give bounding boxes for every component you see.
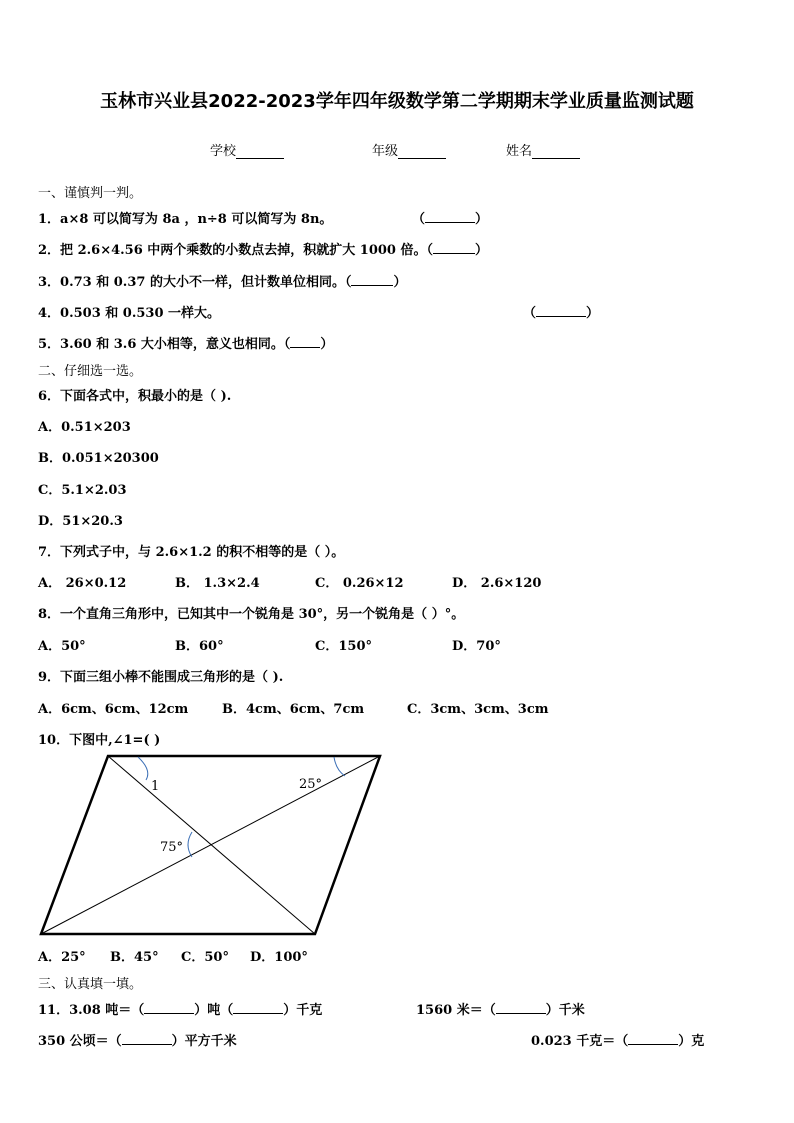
grade-label: 年级 (372, 144, 399, 159)
question-8-option-a[interactable]: A．50° (38, 639, 86, 654)
q11d-text: 0.023 千克＝（ (531, 1034, 629, 1049)
paren-left: （ (523, 306, 537, 321)
q11a-text-3: ）千克 (283, 1003, 323, 1018)
paren-right: ） (586, 306, 600, 321)
question-6-option-a[interactable]: A．0.51×203 (38, 420, 131, 435)
paren-right: ） (320, 337, 334, 352)
question-10-option-d[interactable]: D．100° (250, 950, 308, 965)
question-11-part-d (531, 1030, 704, 1049)
question-10-option-a[interactable]: A．25° (38, 950, 86, 965)
q11a-text: 11．3.08 吨＝（ (38, 1003, 145, 1018)
question-2-text: 2．把 2.6×4.56 中两个乘数的小数点去掉，积就扩大 1000 倍。（ (38, 243, 434, 258)
question-7-option-b[interactable]: B． 1.3×2.4 (175, 576, 260, 591)
paren-left: （ (412, 212, 426, 227)
question-1: 1．a×8 可以简写为 8a ，n÷8 可以简写为 8n。 (38, 212, 333, 227)
answer-blank[interactable] (144, 1001, 194, 1014)
q11b-text: 1560 米＝（ (416, 1003, 496, 1018)
school-label: 学校 (210, 144, 237, 159)
question-7-option-d[interactable]: D． 2.6×120 (452, 576, 542, 591)
section-1-heading: 一、谨慎判一判。 (38, 186, 143, 201)
question-11-part-a (38, 999, 322, 1018)
question-6-option-c[interactable]: C．5.1×2.03 (38, 483, 127, 498)
question-7-option-a[interactable]: A． 26×0.12 (38, 576, 127, 591)
question-10: 10．下图中,∠1=( ) (38, 733, 161, 748)
question-8-option-d[interactable]: D．70° (452, 639, 501, 654)
angle-75-arc (188, 832, 192, 857)
question-9-option-a[interactable]: A．6cm、6cm、12cm (38, 702, 189, 717)
question-6: 6．下面各式中，积最小的是（ ). (38, 389, 232, 404)
q11a-text-2: ）吨（ (194, 1003, 234, 1018)
angle-25-label: 25° (299, 777, 323, 792)
question-10-option-b[interactable]: B．45° (110, 950, 159, 965)
angle-75-label: 75° (160, 840, 184, 855)
question-8-option-b[interactable]: B．60° (175, 639, 224, 654)
question-9: 9．下面三组小棒不能围成三角形的是（ ). (38, 670, 284, 685)
question-4: 4．0.503 和 0.530 一样大。 (38, 306, 221, 321)
angle-25-arc (334, 757, 345, 776)
angle-1-arc (138, 757, 148, 780)
q11d-text-2: ）克 (678, 1034, 705, 1049)
page-title: 玉林市兴业县2022-2023学年四年级数学第二学期期末学业质量监测试题 (100, 91, 694, 112)
diagonal-2 (41, 756, 380, 934)
answer-blank[interactable] (628, 1032, 678, 1045)
q11c-text-2: ）平方千米 (171, 1034, 237, 1049)
question-11-part-c (38, 1030, 237, 1049)
question-7-option-c[interactable]: C． 0.26×12 (315, 576, 404, 591)
q11b-text-2: ）千米 (545, 1003, 585, 1018)
answer-blank[interactable] (122, 1032, 172, 1045)
question-8: 8．一个直角三角形中，已知其中一个锐角是 30°，另一个锐角是（ ）°。 (38, 607, 465, 622)
paren-right: ） (393, 275, 407, 290)
question-10-option-c[interactable]: C．50° (181, 950, 229, 965)
answer-blank[interactable] (233, 1001, 283, 1014)
angle-1-label: 1 (151, 779, 160, 794)
question-7: 7．下列式子中，与 2.6×1.2 的积不相等的是（ ）。 (38, 545, 345, 560)
section-2-heading: 二、仔细选一选。 (38, 364, 143, 379)
question-8-option-c[interactable]: C．150° (315, 639, 372, 654)
question-11-part-b (416, 999, 585, 1018)
q11c-text: 350 公顷＝（ (38, 1034, 122, 1049)
paren-right: ） (475, 212, 489, 227)
question-5-text: 5．3.60 和 3.6 大小相等，意义也相同。（ (38, 337, 291, 352)
question-9-option-c[interactable]: C．3cm、3cm、3cm (407, 702, 549, 717)
name-label: 姓名 (506, 144, 533, 159)
question-6-option-d[interactable]: D．51×20.3 (38, 514, 123, 529)
paren-right: ） (475, 243, 489, 258)
question-3-text: 3．0.73 和 0.37 的大小不一样，但计数单位相同。（ (38, 275, 352, 290)
section-3-heading: 三、认真填一填。 (38, 977, 143, 992)
answer-blank[interactable] (496, 1001, 546, 1014)
question-6-option-b[interactable]: B．0.051×20300 (38, 451, 159, 466)
question-9-option-b[interactable]: B．4cm、6cm、7cm (222, 702, 365, 717)
